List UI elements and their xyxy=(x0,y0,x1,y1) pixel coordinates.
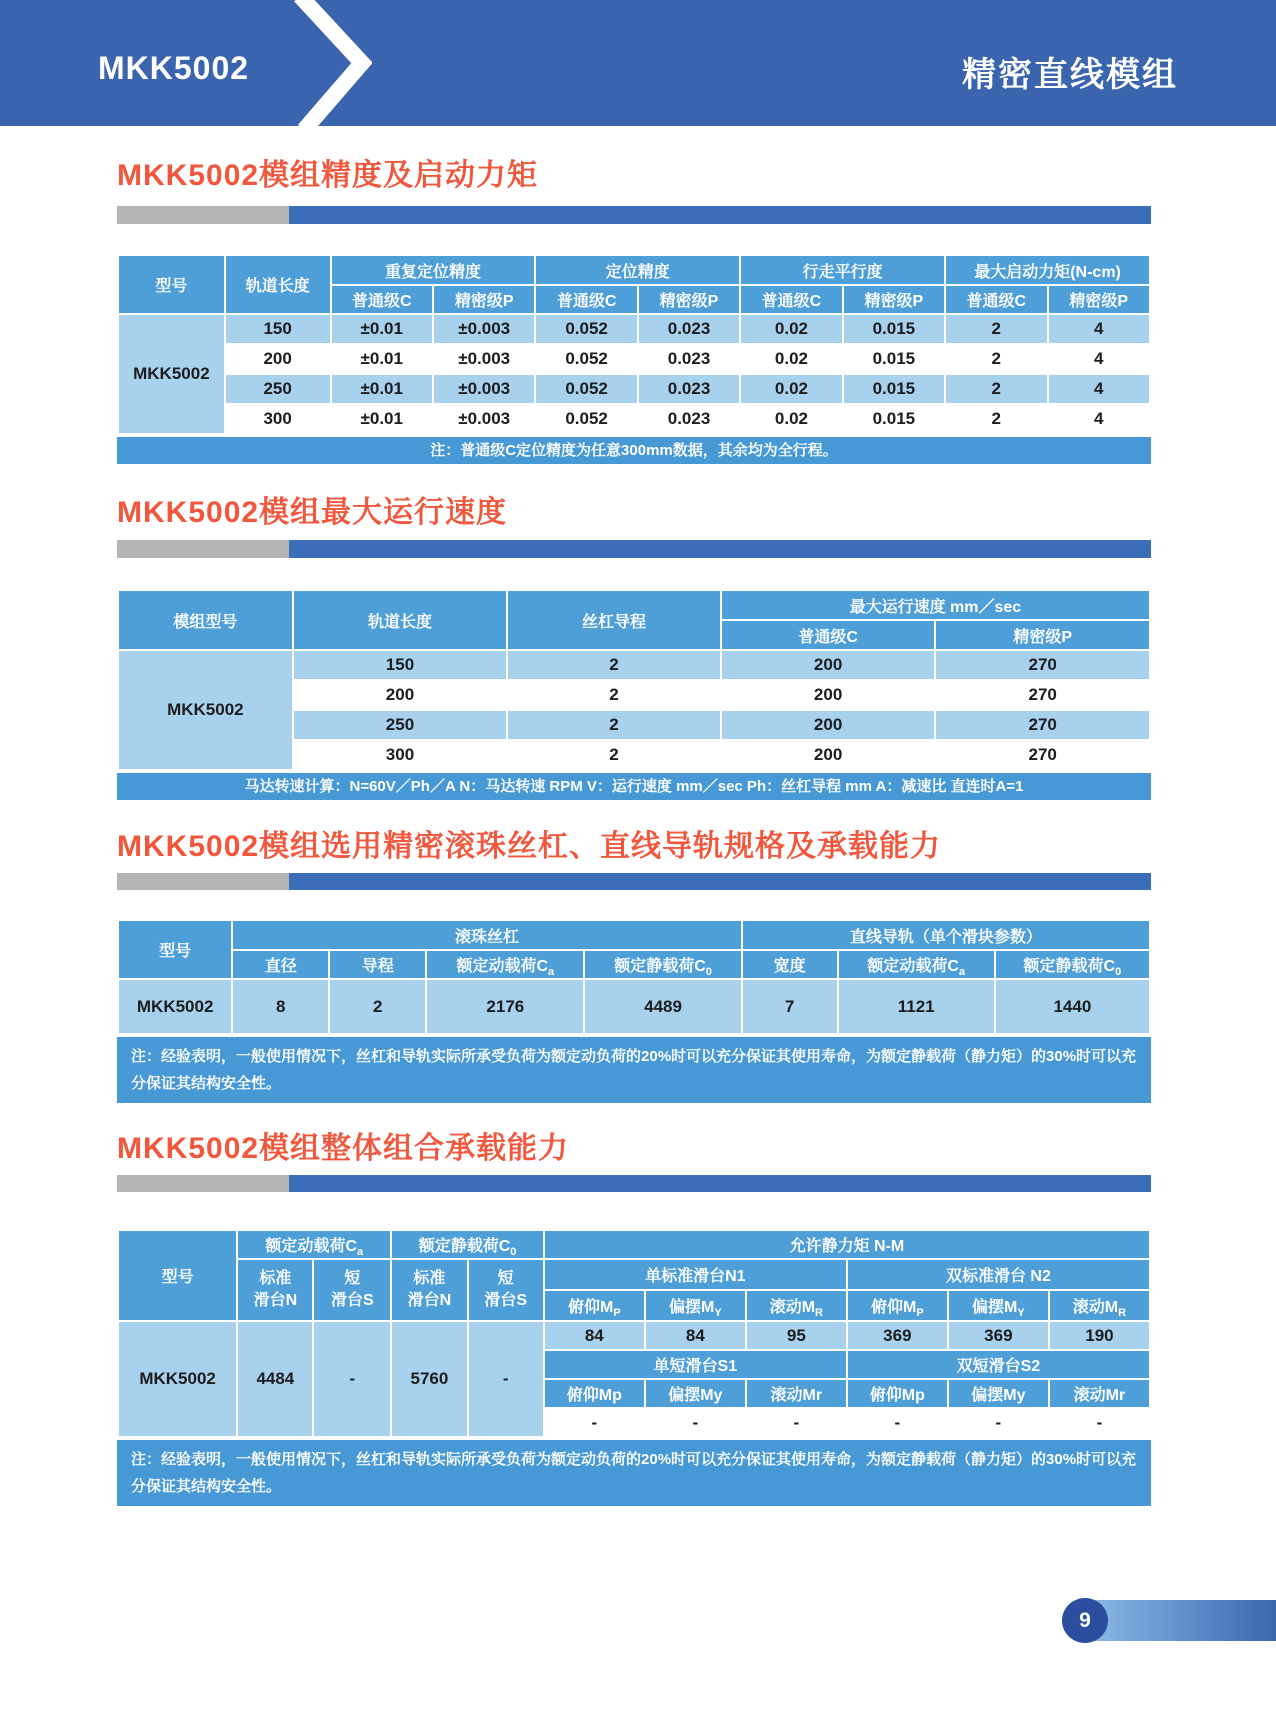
label-line2: 滑台S xyxy=(484,1292,527,1309)
table-cell: 0.052 xyxy=(536,315,636,343)
col-header-screw-lead: 丝杠导程 xyxy=(508,591,720,649)
table-cell: 200 xyxy=(722,681,935,709)
label-line2: 滑台N xyxy=(253,1292,298,1309)
col-header-model: 型号 xyxy=(119,1231,236,1320)
subheader-pitch-moment xyxy=(545,1291,644,1320)
label-subscript: a xyxy=(548,966,555,978)
table-cell: ±0.003 xyxy=(434,315,534,343)
product-category-title: 精密直线模组 xyxy=(962,56,1178,94)
label-line2: 滑台S xyxy=(331,1292,374,1309)
subheader-yaw-moment: 偏摆My xyxy=(646,1380,745,1407)
subheader-static-load xyxy=(585,951,740,978)
table-cell: 270 xyxy=(936,681,1149,709)
subheader-short-slider xyxy=(314,1260,390,1320)
chevron-right-icon xyxy=(272,0,372,126)
label-text: 额定静载荷C xyxy=(1023,958,1116,975)
table-note: 马达转速计算：N=60V／Ph／A N：马达转速 RPM V：运行速度 mm／sec Ph：丝杠导程 mm A：减速比 直连时A=1 xyxy=(117,773,1151,800)
table-cell: ±0.003 xyxy=(434,405,534,433)
max-speed-table xyxy=(117,589,1151,771)
subheader-static-load xyxy=(996,951,1149,978)
subheader-width: 宽度 xyxy=(743,951,837,978)
label-text: 滚动M xyxy=(769,1299,816,1316)
subheader-grade-p: 精密级P xyxy=(1049,286,1150,313)
table-cell: - xyxy=(747,1409,846,1436)
page-number-badge: 9 xyxy=(1062,1598,1108,1643)
table-cell: 0.023 xyxy=(639,345,739,373)
table-cell: 270 xyxy=(936,651,1149,679)
subheader-standard-slider xyxy=(392,1260,466,1320)
label-text: 额定动载荷C xyxy=(265,1238,357,1255)
subheader-grade-c: 普通级C xyxy=(332,286,432,313)
group-header-single-short-slider: 单短滑台S1 xyxy=(545,1351,846,1378)
label-text: 额定静载荷C xyxy=(418,1238,511,1255)
group-header-dynamic-load xyxy=(238,1231,390,1258)
table-cell: 300 xyxy=(294,741,507,769)
label-subscript: a xyxy=(356,1246,364,1258)
subheader-lead: 导程 xyxy=(330,951,425,978)
table-cell: 0.023 xyxy=(639,405,739,433)
combined-capacity-table xyxy=(117,1229,1151,1438)
table-cell: 2 xyxy=(946,345,1046,373)
model-cell: MKK5002 xyxy=(119,1322,236,1436)
subheader-roll-moment xyxy=(747,1291,846,1320)
label-subscript: P xyxy=(613,1307,621,1320)
section-title-accuracy-torque: MKK5002模组精度及启动力矩 xyxy=(117,159,539,192)
label-text: 额定静载荷C xyxy=(614,958,706,975)
model-cell: MKK5002 xyxy=(119,315,224,433)
table-cell: 2176 xyxy=(427,980,583,1033)
table-cell: ±0.01 xyxy=(332,345,432,373)
table-cell: 0.015 xyxy=(844,315,944,343)
model-cell: MKK5002 xyxy=(119,980,231,1033)
table-cell: 270 xyxy=(936,741,1149,769)
table-cell: 300 xyxy=(226,405,330,433)
subheader-grade-p: 精密级P xyxy=(844,286,944,313)
subheader-yaw-moment xyxy=(949,1291,1048,1320)
divider-gray-segment xyxy=(117,540,289,558)
label-text: 滚动M xyxy=(1072,1299,1119,1316)
table-cell: 0.052 xyxy=(536,375,636,403)
divider-blue-segment xyxy=(289,1175,1151,1192)
table-cell: 200 xyxy=(722,651,935,679)
table-cell: 0.02 xyxy=(741,405,841,433)
table-cell: 2 xyxy=(508,741,720,769)
divider-gray-segment xyxy=(117,873,289,890)
table-cell: 2 xyxy=(946,375,1046,403)
divider-blue-segment xyxy=(289,540,1151,558)
col-header-model: 型号 xyxy=(119,256,224,313)
page-content xyxy=(117,158,1151,1506)
table-cell: 4484 xyxy=(238,1322,312,1436)
subheader-diameter: 直径 xyxy=(233,951,328,978)
table-cell: 0.052 xyxy=(536,405,636,433)
model-cell: MKK5002 xyxy=(119,651,292,769)
table-cell: 0.015 xyxy=(844,345,944,373)
label-text: 偏摆M xyxy=(972,1299,1018,1316)
subheader-yaw-moment: 偏摆My xyxy=(949,1380,1048,1407)
table-cell: - xyxy=(949,1409,1048,1436)
group-header-static-load xyxy=(392,1231,543,1258)
table-cell: 84 xyxy=(545,1322,644,1349)
subheader-grade-c: 普通级C xyxy=(722,621,935,649)
label-line1: 短 xyxy=(344,1270,361,1287)
table-cell: 250 xyxy=(226,375,330,403)
group-header-repeat-accuracy: 重复定位精度 xyxy=(332,256,535,284)
group-header-double-short-slider: 双短滑台S2 xyxy=(848,1351,1149,1378)
group-header-start-torque: 最大启动力矩(N-cm) xyxy=(946,256,1149,284)
top-banner xyxy=(0,0,1276,126)
subheader-grade-c: 普通级C xyxy=(741,286,841,313)
label-subscript: P xyxy=(916,1307,924,1320)
subheader-dynamic-load xyxy=(839,951,994,978)
table-cell: - xyxy=(469,1322,543,1436)
table-cell: 1440 xyxy=(996,980,1149,1033)
subheader-dynamic-load xyxy=(427,951,583,978)
label-line2: 滑台N xyxy=(407,1292,452,1309)
label-text: 偏摆M xyxy=(668,1299,715,1316)
group-header-positioning-accuracy: 定位精度 xyxy=(536,256,739,284)
section-title-max-speed: MKK5002模组最大运行速度 xyxy=(117,496,508,529)
table-cell: 150 xyxy=(226,315,330,343)
subheader-pitch-moment xyxy=(848,1291,947,1320)
table-cell: - xyxy=(848,1409,947,1436)
table-cell: 0.015 xyxy=(844,375,944,403)
table-cell: 190 xyxy=(1050,1322,1149,1349)
label-subscript: 0 xyxy=(1115,966,1122,978)
table-cell: ±0.003 xyxy=(434,375,534,403)
group-header-static-moment: 允许静力矩 N-M xyxy=(545,1231,1149,1258)
col-header-rail-length: 轨道长度 xyxy=(294,591,507,649)
table-cell: 95 xyxy=(747,1322,846,1349)
subheader-yaw-moment xyxy=(646,1291,745,1320)
model-title: MKK5002 xyxy=(98,50,250,86)
table-cell: 0.023 xyxy=(639,315,739,343)
table-cell: 270 xyxy=(936,711,1149,739)
table-cell: 200 xyxy=(294,681,507,709)
subheader-grade-c: 普通级C xyxy=(946,286,1046,313)
table-cell: 84 xyxy=(646,1322,745,1349)
label-line1: 标准 xyxy=(413,1270,446,1287)
table-cell: 4 xyxy=(1049,375,1150,403)
table-cell: 5760 xyxy=(392,1322,466,1436)
table-cell: 0.02 xyxy=(741,345,841,373)
table-cell: 150 xyxy=(294,651,507,679)
table-cell: 4 xyxy=(1049,345,1150,373)
table-cell: 2 xyxy=(508,651,720,679)
section-divider xyxy=(117,873,1151,890)
table-cell: 2 xyxy=(330,980,425,1033)
label-text: 额定动载荷C xyxy=(867,958,959,975)
subheader-pitch-moment: 俯仰Mp xyxy=(545,1380,644,1407)
subheader-pitch-moment: 俯仰Mp xyxy=(848,1380,947,1407)
table-cell: 4489 xyxy=(585,980,740,1033)
section-title-combined-capacity: MKK5002模组整体组合承载能力 xyxy=(117,1132,570,1165)
group-header-max-speed: 最大运行速度 mm／sec xyxy=(722,591,1149,619)
label-subscript: a xyxy=(958,966,966,978)
table-cell: 0.02 xyxy=(741,315,841,343)
table-cell: 2 xyxy=(946,405,1046,433)
section-divider xyxy=(117,206,1151,224)
divider-blue-segment xyxy=(289,873,1151,890)
table-cell: - xyxy=(1050,1409,1149,1436)
label-text: 额定动载荷C xyxy=(456,958,549,975)
divider-blue-segment xyxy=(289,206,1151,224)
subheader-roll-moment xyxy=(1050,1291,1149,1320)
group-header-parallelism: 行走平行度 xyxy=(741,256,944,284)
table-cell: 0.015 xyxy=(844,405,944,433)
label-subscript: 0 xyxy=(705,966,712,978)
label-text: 俯仰M xyxy=(567,1299,614,1316)
subheader-grade-p: 精密级P xyxy=(936,621,1149,649)
group-header-linear-rail: 直线导轨（单个滑块参数） xyxy=(743,921,1149,949)
table-cell: 369 xyxy=(848,1322,947,1349)
table-cell: ±0.01 xyxy=(332,375,432,403)
group-header-double-standard-slider: 双标准滑台 N2 xyxy=(848,1260,1149,1289)
label-subscript: Y xyxy=(714,1307,722,1320)
table-cell: 2 xyxy=(508,681,720,709)
group-header-single-standard-slider: 单标准滑台N1 xyxy=(545,1260,846,1289)
subheader-grade-p: 精密级P xyxy=(639,286,739,313)
table-cell: 8 xyxy=(233,980,328,1033)
subheader-grade-c: 普通级C xyxy=(536,286,636,313)
col-header-module-model: 模组型号 xyxy=(119,591,292,649)
table-cell: 4 xyxy=(1049,405,1150,433)
label-line1: 短 xyxy=(497,1270,514,1287)
table-cell: 7 xyxy=(743,980,837,1033)
table-cell: 200 xyxy=(722,711,935,739)
label-line1: 标准 xyxy=(259,1270,292,1287)
section-divider xyxy=(117,540,1151,558)
group-header-ball-screw: 滚珠丝杠 xyxy=(233,921,740,949)
table-cell: - xyxy=(646,1409,745,1436)
col-header-rail-length: 轨道长度 xyxy=(226,256,330,313)
table-note: 注：普通级C定位精度为任意300mm数据，其余均为全行程。 xyxy=(117,437,1151,464)
label-text: 俯仰M xyxy=(871,1299,917,1316)
label-subscript: R xyxy=(815,1307,823,1320)
subheader-grade-p: 精密级P xyxy=(434,286,534,313)
table-cell: 4 xyxy=(1049,315,1150,343)
divider-gray-segment xyxy=(117,206,289,224)
table-note: 注：经验表明，一般使用情况下，丝杠和导轨实际所承受负荷为额定动负荷的20%时可以充分保证其使用寿命，为额定静载荷（静力矩）的30%时可以充分保证其结构安全性。 xyxy=(117,1440,1151,1506)
table-cell: ±0.003 xyxy=(434,345,534,373)
table-cell: 0.052 xyxy=(536,345,636,373)
section-divider xyxy=(117,1175,1151,1192)
subheader-standard-slider xyxy=(238,1260,312,1320)
divider-gray-segment xyxy=(117,1175,289,1192)
table-cell: ±0.01 xyxy=(332,405,432,433)
table-cell: - xyxy=(314,1322,390,1436)
label-subscript: R xyxy=(1118,1307,1127,1320)
screw-rail-table xyxy=(117,919,1151,1035)
label-subscript: 0 xyxy=(510,1246,517,1258)
table-cell: 200 xyxy=(722,741,935,769)
table-cell: ±0.01 xyxy=(332,315,432,343)
table-cell: 0.023 xyxy=(639,375,739,403)
table-cell: 2 xyxy=(508,711,720,739)
table-cell: 369 xyxy=(949,1322,1048,1349)
table-cell: 0.02 xyxy=(741,375,841,403)
table-cell: 250 xyxy=(294,711,507,739)
label-subscript: Y xyxy=(1017,1307,1025,1320)
table-cell: 200 xyxy=(226,345,330,373)
table-cell: 2 xyxy=(946,315,1046,343)
section-title-screw-rail-capacity: MKK5002模组选用精密滚珠丝杠、直线导轨规格及承载能力 xyxy=(117,830,942,863)
table-cell: 1121 xyxy=(839,980,994,1033)
footer-gradient-bar xyxy=(1085,1600,1276,1641)
accuracy-torque-table xyxy=(117,254,1151,435)
subheader-short-slider xyxy=(469,1260,543,1320)
subheader-roll-moment: 滚动Mr xyxy=(747,1380,846,1407)
table-cell: - xyxy=(545,1409,644,1436)
table-note: 注：经验表明，一般使用情况下，丝杠和导轨实际所承受负荷为额定动负荷的20%时可以充分保证其使用寿命，为额定静载荷（静力矩）的30%时可以充分保证其结构安全性。 xyxy=(117,1037,1151,1103)
col-header-model: 型号 xyxy=(119,921,231,978)
subheader-roll-moment: 滚动Mr xyxy=(1050,1380,1149,1407)
